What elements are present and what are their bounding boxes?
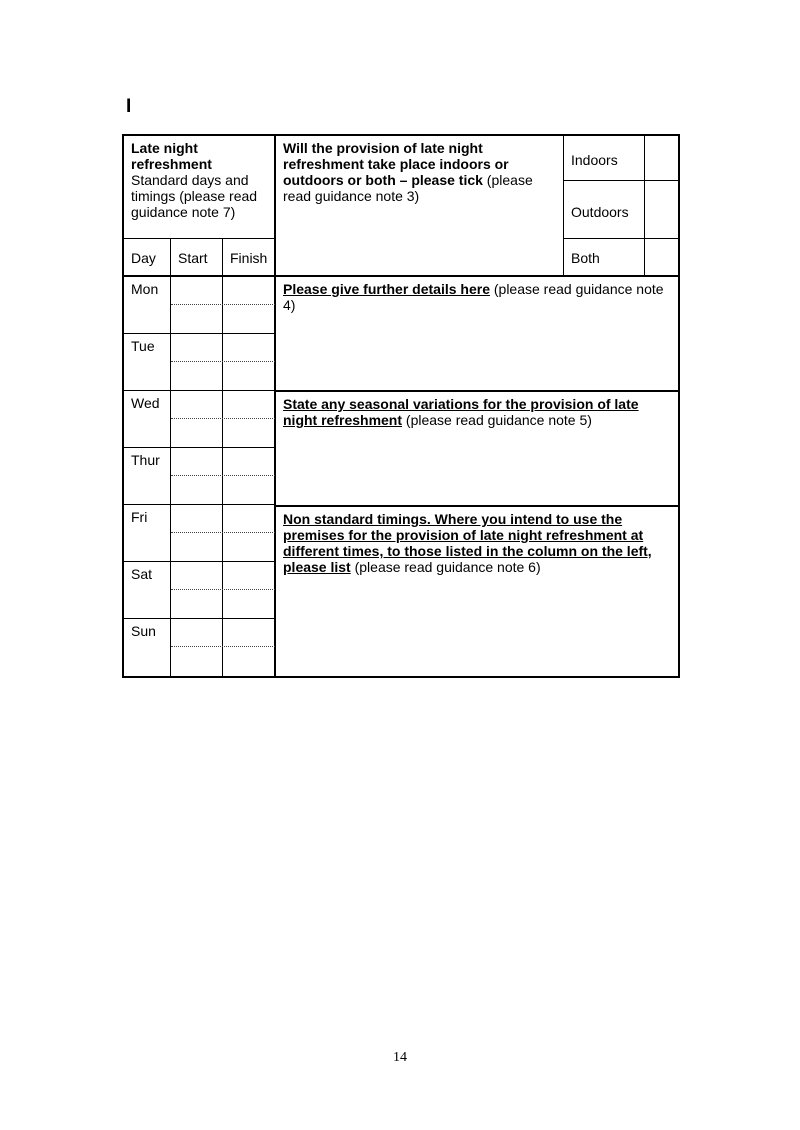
sun-finish-1[interactable] [223,619,274,646]
day-label-sat: Sat [131,566,153,582]
day-label-thur: Thur [131,452,160,468]
sun-start-1[interactable] [171,619,222,646]
day-label-wed: Wed [131,395,160,411]
tue-finish-2[interactable] [223,362,274,390]
thur-finish-1[interactable] [223,448,274,475]
both-tick-box[interactable] [645,239,678,275]
wed-start-2[interactable] [171,419,222,447]
mon-finish-2[interactable] [223,305,274,333]
fri-start-2[interactable] [171,533,222,561]
fri-finish-2[interactable] [223,533,274,561]
late-night-title: Late night refreshment [131,140,212,172]
provision-question [276,136,563,275]
further-details-label: Please give further details here [283,281,490,297]
mon-finish-1[interactable] [223,277,274,304]
tue-finish-1[interactable] [223,334,274,361]
late-night-header [124,136,274,238]
sat-finish-1[interactable] [223,562,274,589]
non-standard-timings-label: Non standard timings. Where you intend to use the premises for the provision of late night refreshment at different times, to those listed in the column on the left, please list [283,511,652,575]
col-day-header: Day [131,250,156,266]
section-letter: I [126,96,132,117]
late-night-refreshment-form [122,134,680,678]
thur-start-1[interactable] [171,448,222,475]
mon-start-1[interactable] [171,277,222,304]
provision-question-bold: Will the provision of late night refreshment take place indoors or outdoors or both – please tick [283,140,509,188]
mon-start-2[interactable] [171,305,222,333]
further-details-box[interactable] [276,277,678,390]
sun-start-2[interactable] [171,647,222,676]
wed-start-1[interactable] [171,391,222,418]
wed-finish-1[interactable] [223,391,274,418]
tue-start-1[interactable] [171,334,222,361]
seasonal-variations-label: State any seasonal variations for the provision of late night refreshment [283,396,639,428]
day-label-tue: Tue [131,338,155,354]
provision-question-note: (please read guidance note 3) [283,172,533,204]
indoors-tick-box[interactable] [645,136,678,180]
sat-finish-2[interactable] [223,590,274,618]
thur-start-2[interactable] [171,476,222,504]
seasonal-variations-box[interactable] [276,392,678,505]
seasonal-variations-note: (please read guidance note 5) [402,412,592,428]
wed-finish-2[interactable] [223,419,274,447]
page-number: 14 [393,1050,407,1065]
non-standard-timings-note: (please read guidance note 6) [350,559,541,575]
day-label-sun: Sun [131,623,156,639]
option-indoors-label: Indoors [571,152,618,168]
late-night-subtitle: Standard days and timings (please read guidance note 7) [131,172,258,220]
day-label-fri: Fri [131,509,148,525]
non-standard-timings-box[interactable] [276,507,678,676]
fri-finish-1[interactable] [223,505,274,532]
day-label-mon: Mon [131,281,159,297]
sat-start-1[interactable] [171,562,222,589]
sat-start-2[interactable] [171,590,222,618]
option-outdoors-label: Outdoors [571,204,629,220]
further-details-note: (please read guidance note 4) [283,281,664,313]
option-both-label: Both [571,250,600,266]
col-start-header: Start [178,250,208,266]
outdoors-tick-box[interactable] [645,181,678,238]
sun-finish-2[interactable] [223,647,274,676]
col-finish-header: Finish [230,250,268,266]
tue-start-2[interactable] [171,362,222,390]
fri-start-1[interactable] [171,505,222,532]
thur-finish-2[interactable] [223,476,274,504]
